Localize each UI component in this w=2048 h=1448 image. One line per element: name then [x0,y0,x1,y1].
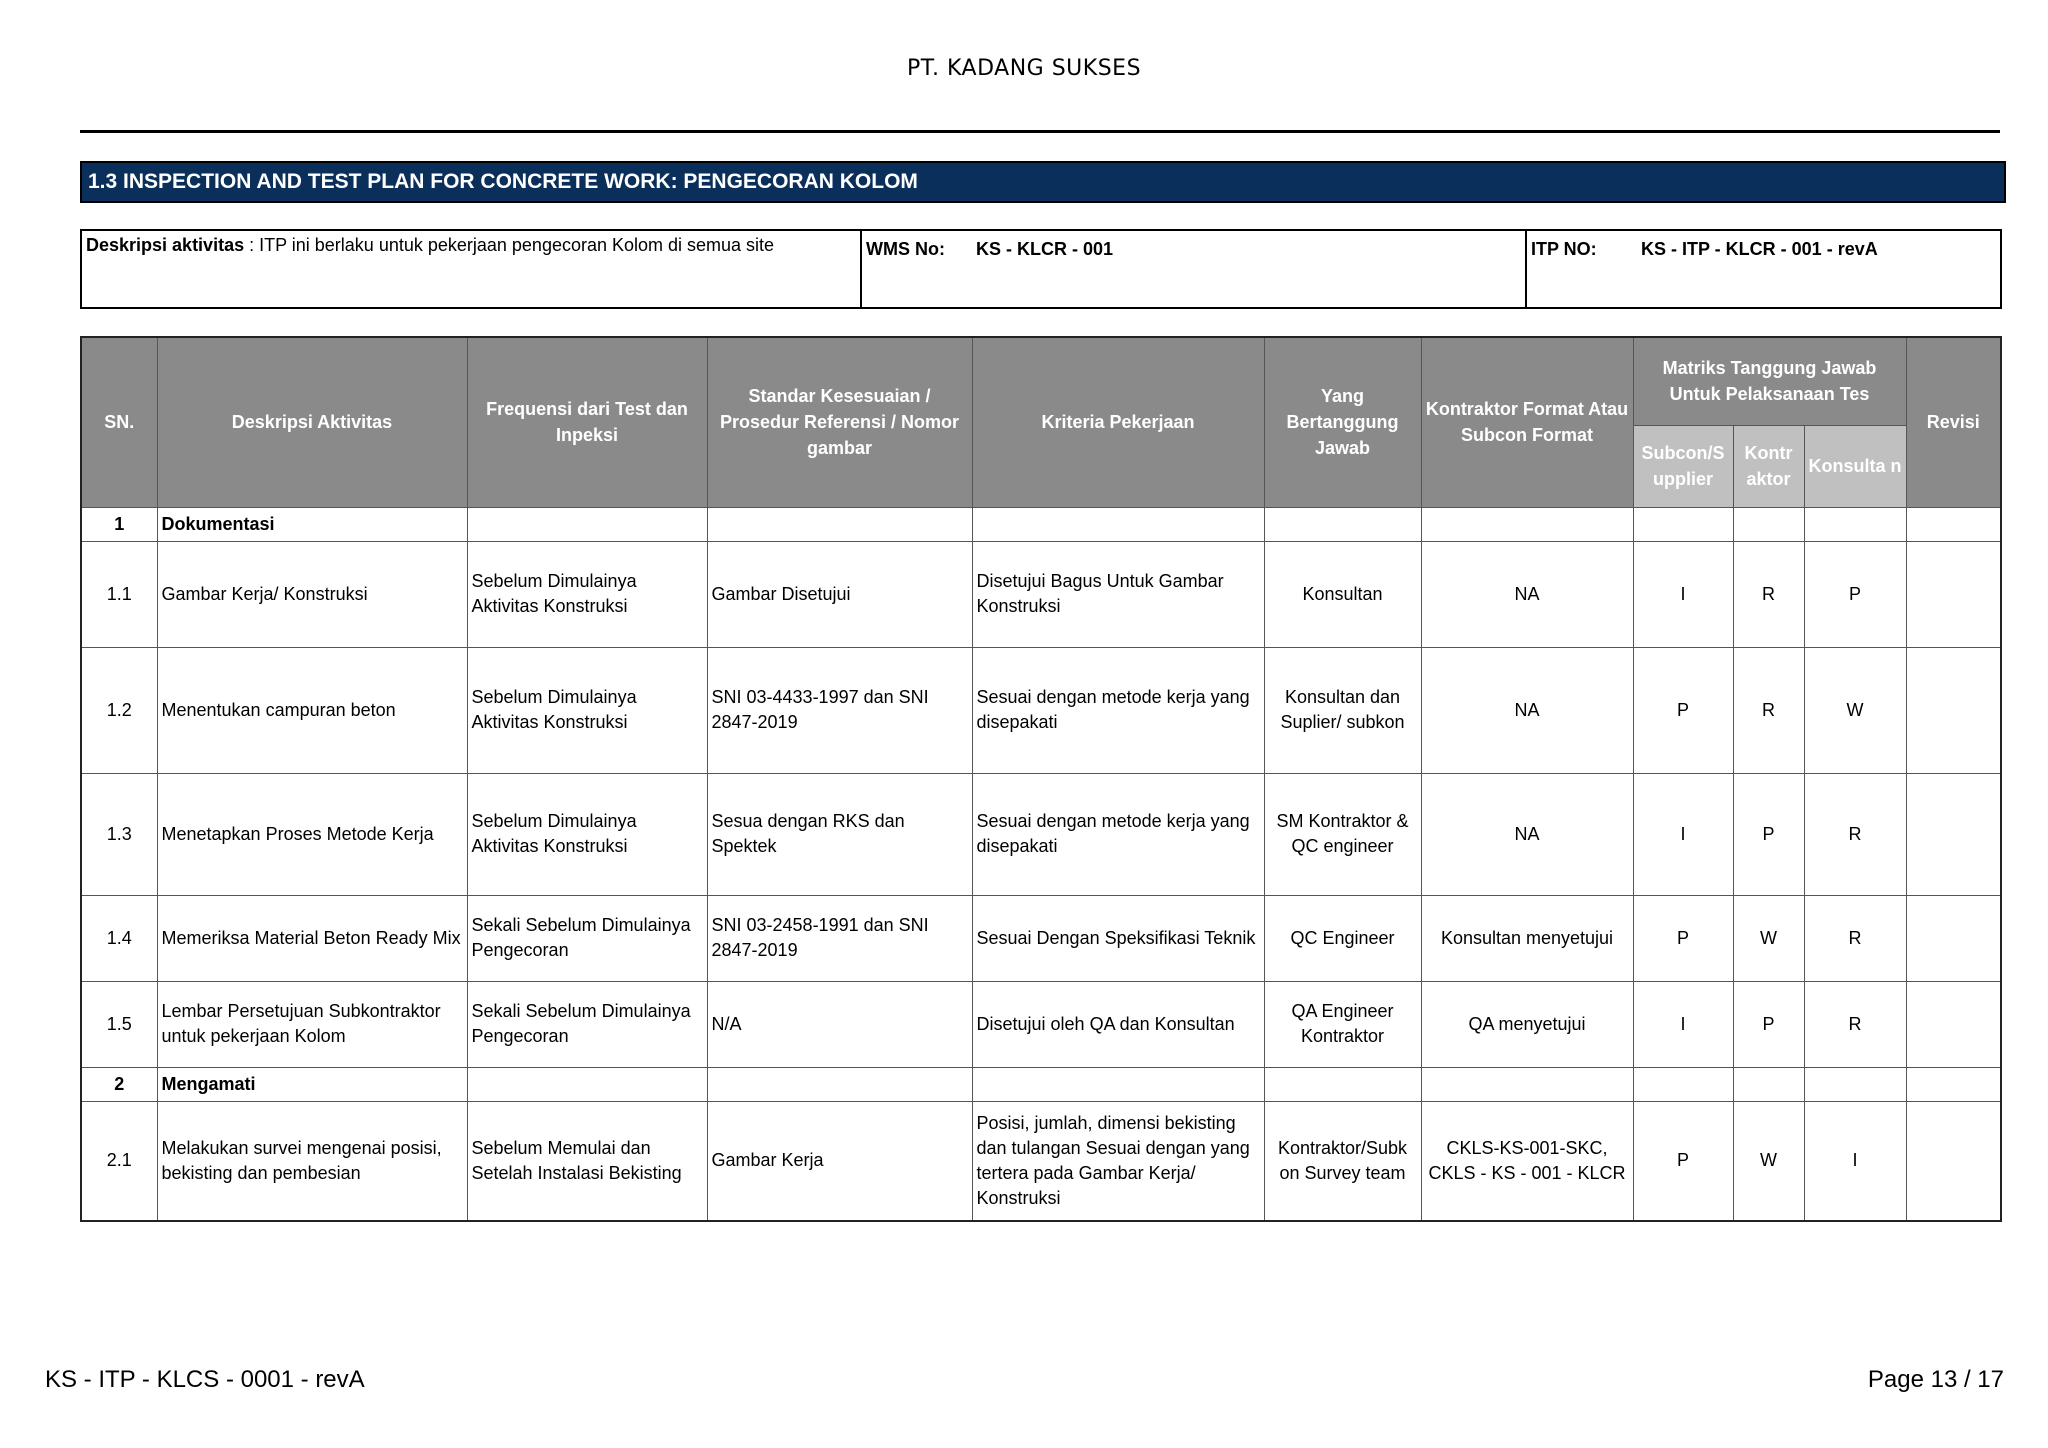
header-standar-kesesuaian: Standar Kesesuaian / Prosedur Referensi / Nomor gambar [707,337,972,507]
header-kriteria-pekerjaan: Kriteria Pekerjaan [972,337,1264,507]
row-sn: 1.1 [81,541,157,647]
row-deskripsi: Menetapkan Proses Metode Kerja [157,773,467,895]
itp-number-label: ITP NO: [1531,239,1597,259]
footer-document-code: KS - ITP - KLCS - 0001 - revA [45,1366,365,1393]
row-bertanggung-jawab: Konsultan [1264,541,1421,647]
row-kontraktor: P [1733,981,1804,1067]
row-deskripsi: Menentukan campuran beton [157,647,467,773]
row-sn: 2 [81,1067,157,1101]
row-konsultan: R [1804,773,1906,895]
header-sn: SN. [81,337,157,507]
row-kriteria: Sesuai Dengan Speksifikasi Teknik [972,895,1264,981]
row-standar: Sesua dengan RKS dan Spektek [707,773,972,895]
row-subcon: I [1633,541,1733,647]
header-kontraktor: Kontr aktor [1733,425,1804,507]
row-frekuensi: Sekali Sebelum Dimulainya Pengecoran [467,981,707,1067]
row-revisi [1906,895,2001,981]
row-frekuensi: Sekali Sebelum Dimulainya Pengecoran [467,895,707,981]
row-kontraktor: R [1733,541,1804,647]
header-frekuensi: Frequensi dari Test dan Inpeksi [467,337,707,507]
row-sn: 1.3 [81,773,157,895]
row-revisi [1906,1101,2001,1221]
activity-info-table [80,229,2002,309]
row-konsultan: P [1804,541,1906,647]
header-kontraktor-format: Kontraktor Format Atau Subcon Format [1421,337,1633,507]
row-sn: 1.5 [81,981,157,1067]
activity-description-text: : ITP ini berlaku untuk pekerjaan pengecoran Kolom di semua site [244,235,775,255]
table-row [81,1101,2001,1221]
table-row [81,647,2001,773]
row-deskripsi: Melakukan survei mengenai posisi, bekisting dan pembesian [157,1101,467,1221]
row-kriteria: Disetujui oleh QA dan Konsultan [972,981,1264,1067]
row-format: NA [1421,773,1633,895]
header-divider [80,130,2000,133]
section-row [81,507,2001,541]
activity-description-cell [81,230,861,308]
table-row [81,895,2001,981]
row-bertanggung-jawab: QC Engineer [1264,895,1421,981]
row-bertanggung-jawab: Kontraktor/Subk on Survey team [1264,1101,1421,1221]
table-row [81,981,2001,1067]
section-title-banner: 1.3 INSPECTION AND TEST PLAN FOR CONCRETE WORK: PENGECORAN KOLOM [80,161,2006,203]
row-sn: 1.2 [81,647,157,773]
company-name: PT. KADANG SUKSES [906,56,1142,81]
section-title: Dokumentasi [157,507,467,541]
row-sn: 1 [81,507,157,541]
row-standar: Gambar Disetujui [707,541,972,647]
table-row [81,773,2001,895]
row-sn: 2.1 [81,1101,157,1221]
row-standar: SNI 03-2458-1991 dan SNI 2847-2019 [707,895,972,981]
header-revisi: Revisi [1906,337,2001,507]
row-konsultan: W [1804,647,1906,773]
row-konsultan: I [1804,1101,1906,1221]
row-bertanggung-jawab: Konsultan dan Suplier/ subkon [1264,647,1421,773]
row-konsultan: R [1804,895,1906,981]
header-deskripsi-aktivitas: Deskripsi Aktivitas [157,337,467,507]
wms-number-cell [861,230,1526,308]
activity-description-label: Deskripsi aktivitas [86,235,245,255]
row-format: NA [1421,647,1633,773]
row-subcon: P [1633,895,1733,981]
table-row [81,541,2001,647]
row-format: QA menyetujui [1421,981,1633,1067]
inspection-test-plan-table [80,336,2002,1222]
section-row [81,1067,2001,1101]
itp-number-value: KS - ITP - KLCR - 001 - revA [1641,239,1878,259]
row-kontraktor: W [1733,895,1804,981]
row-deskripsi: Memeriksa Material Beton Ready Mix [157,895,467,981]
itp-table-body [81,507,2001,1221]
row-deskripsi: Lembar Persetujuan Subkontraktor untuk pekerjaan Kolom [157,981,467,1067]
row-kontraktor: P [1733,773,1804,895]
row-format: Konsultan menyetujui [1421,895,1633,981]
row-frekuensi: Sebelum Memulai dan Setelah Instalasi Bekisting [467,1101,707,1221]
row-bertanggung-jawab: QA Engineer Kontraktor [1264,981,1421,1067]
row-sn: 1.4 [81,895,157,981]
header-konsultan: Konsulta n [1804,425,1906,507]
row-format: NA [1421,541,1633,647]
row-kriteria: Sesuai dengan metode kerja yang disepakati [972,773,1264,895]
row-revisi [1906,647,2001,773]
row-subcon: I [1633,773,1733,895]
footer-page-number: Page 13 / 17 [1867,1366,2004,1393]
row-format: CKLS-KS-001-SKC, CKLS - KS - 001 - KLCR [1421,1101,1633,1221]
row-frekuensi: Sebelum Dimulainya Aktivitas Konstruksi [467,773,707,895]
itp-number-cell [1526,230,2001,308]
row-standar: SNI 03-4433-1997 dan SNI 2847-2019 [707,647,972,773]
row-standar: N/A [707,981,972,1067]
row-subcon: I [1633,981,1733,1067]
row-subcon: P [1633,647,1733,773]
row-standar: Gambar Kerja [707,1101,972,1221]
header-yang-bertanggung-jawab: Yang Bertanggung Jawab [1264,337,1421,507]
row-konsultan: R [1804,981,1906,1067]
header-subcon-supplier: Subcon/S upplier [1633,425,1733,507]
row-revisi [1906,773,2001,895]
row-bertanggung-jawab: SM Kontraktor & QC engineer [1264,773,1421,895]
row-kriteria: Sesuai dengan metode kerja yang disepakati [972,647,1264,773]
header-matriks-tanggung-jawab: Matriks Tanggung Jawab Untuk Pelaksanaan Tes [1633,337,1906,425]
wms-number-label: WMS No: [866,239,945,259]
section-title: Mengamati [157,1067,467,1101]
row-frekuensi: Sebelum Dimulainya Aktivitas Konstruksi [467,647,707,773]
row-revisi [1906,981,2001,1067]
row-kriteria: Posisi, jumlah, dimensi bekisting dan tulangan Sesuai dengan yang tertera pada Gambar Kerja/ Konstruksi [972,1101,1264,1221]
row-deskripsi: Gambar Kerja/ Konstruksi [157,541,467,647]
wms-number-value: KS - KLCR - 001 [976,239,1114,259]
row-kontraktor: W [1733,1101,1804,1221]
row-kontraktor: R [1733,647,1804,773]
row-subcon: P [1633,1101,1733,1221]
row-kriteria: Disetujui Bagus Untuk Gambar Konstruksi [972,541,1264,647]
row-frekuensi: Sebelum Dimulainya Aktivitas Konstruksi [467,541,707,647]
row-revisi [1906,541,2001,647]
